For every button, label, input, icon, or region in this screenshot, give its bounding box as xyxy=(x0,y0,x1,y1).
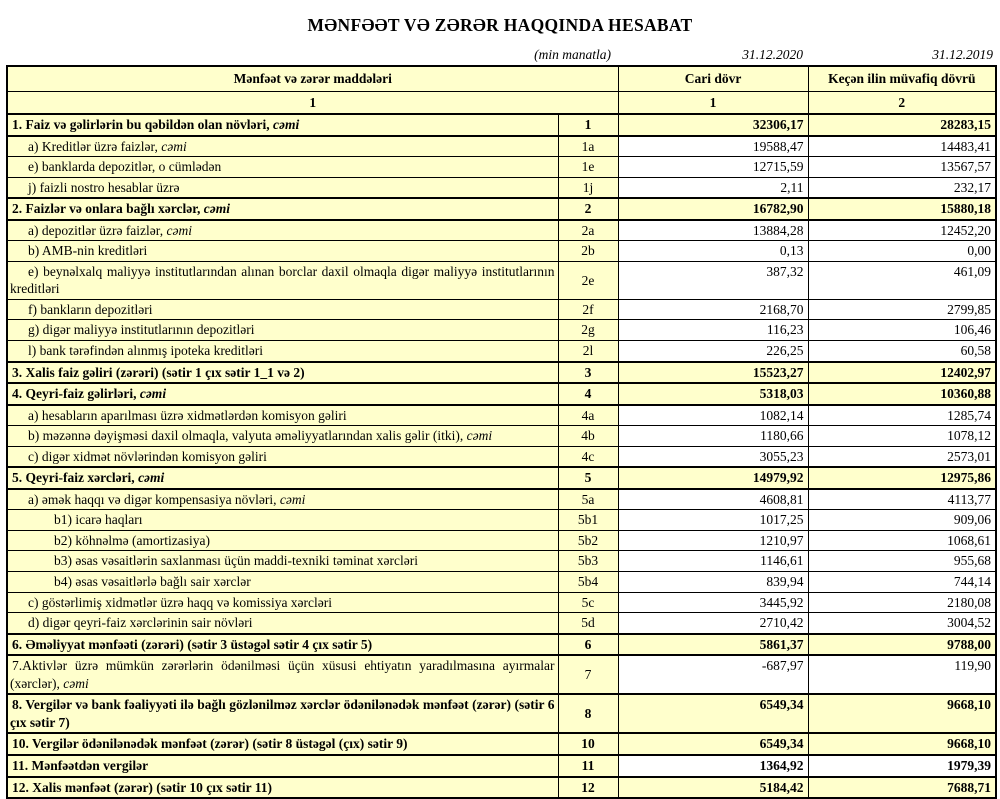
row-label xyxy=(7,362,558,384)
row-label-text: e) beynəlxalq maliyyə institutlarından alınan borclar daxil olmaqla digər maliyyə institutlarının kreditləri xyxy=(10,263,555,297)
row-label-italic-suffix: cəmi xyxy=(139,386,167,402)
value-current: 3055,23 xyxy=(618,446,808,467)
row-code: 12 xyxy=(558,777,618,799)
row-label xyxy=(7,198,558,220)
row-label xyxy=(7,136,558,157)
row-label-text: 10. Vergilər ödənilənədək mənfəət (zərər) (sətir 8 üstəgəl (çıx) sətir 9) xyxy=(12,736,408,752)
row-code: 2f xyxy=(558,299,618,320)
value-current: 1017,25 xyxy=(618,510,808,531)
row-code: 1a xyxy=(558,136,618,157)
table-row xyxy=(7,362,996,384)
row-code: 10 xyxy=(558,733,618,755)
row-label xyxy=(7,510,558,531)
value-current: 0,13 xyxy=(618,241,808,262)
row-code: 2g xyxy=(558,320,618,341)
row-label xyxy=(7,551,558,572)
row-label-text: l) bank tərəfindən alınmış ipoteka kreditləri xyxy=(28,343,264,359)
row-code: 1j xyxy=(558,177,618,198)
value-current: 13884,28 xyxy=(618,220,808,241)
row-label xyxy=(7,405,558,426)
row-label xyxy=(7,530,558,551)
row-label-text: c) digər xidmət növlərindən komisyon gəliri xyxy=(28,448,267,464)
table-row xyxy=(7,634,996,656)
value-previous: 1979,39 xyxy=(808,755,996,777)
row-label-text: j) faizli nostro hesablar üzrə xyxy=(28,179,180,195)
table-row xyxy=(7,551,996,572)
value-current: 15523,27 xyxy=(618,362,808,384)
row-code: 4a xyxy=(558,405,618,426)
table-row xyxy=(7,777,996,799)
table-row xyxy=(7,755,996,777)
row-code: 2a xyxy=(558,220,618,241)
value-current: 2,11 xyxy=(618,177,808,198)
row-label xyxy=(7,489,558,510)
value-current: 6549,34 xyxy=(618,733,808,755)
row-label xyxy=(7,261,558,299)
row-label-italic-suffix: cəmi xyxy=(466,428,493,444)
row-label-italic-suffix: cəmi xyxy=(279,491,306,507)
row-label xyxy=(7,755,558,777)
row-label-text: 6. Əməliyyat mənfəəti (zərəri) (sətir 3 üstəgəl sətir 4 çıx sətir 5) xyxy=(12,636,373,652)
date-previous: 31.12.2019 xyxy=(932,47,993,62)
table-row xyxy=(7,220,996,241)
value-previous: 1285,74 xyxy=(808,405,996,426)
row-label-text: a) əmək haqqı və digər kompensasiya növləri, xyxy=(28,491,280,507)
page-title: MƏNFƏƏT VƏ ZƏRƏR HAQQINDA HESABAT xyxy=(307,15,693,35)
table-row xyxy=(7,530,996,551)
row-code: 2b xyxy=(558,241,618,262)
date-current: 31.12.2020 xyxy=(742,47,803,62)
value-previous: 12452,20 xyxy=(808,220,996,241)
value-current: 226,25 xyxy=(618,341,808,362)
row-label-text: d) digər qeyri-faiz xərclərinin sair növləri xyxy=(28,615,253,631)
profit-loss-table xyxy=(6,65,997,799)
value-current: -687,97 xyxy=(618,655,808,694)
table-row xyxy=(7,467,996,489)
value-current: 387,32 xyxy=(618,261,808,299)
row-code: 5 xyxy=(558,467,618,489)
value-previous: 28283,15 xyxy=(808,114,996,136)
row-code: 5b3 xyxy=(558,551,618,572)
col-num-current: 1 xyxy=(618,92,808,115)
row-label-text: 11. Mənfəətdən vergilər xyxy=(12,757,149,773)
row-code: 5a xyxy=(558,489,618,510)
row-code: 2 xyxy=(558,198,618,220)
table-row xyxy=(7,241,996,262)
value-current: 2168,70 xyxy=(618,299,808,320)
value-previous: 12402,97 xyxy=(808,362,996,384)
row-label xyxy=(7,777,558,799)
row-label xyxy=(7,177,558,198)
value-previous: 9668,10 xyxy=(808,733,996,755)
row-label-text: c) göstərlimiş xidmətlər üzrə haqq və komissiya xərcləri xyxy=(28,594,333,610)
row-label xyxy=(7,220,558,241)
row-label-italic-suffix: cəmi xyxy=(138,470,165,486)
table-row xyxy=(7,592,996,613)
row-label-text: 8. Vergilər və bank fəaliyyəti ilə bağlı gözlənilməz xərclər ödənilənədək mənfəət (zərər) (sətir 6 çıx sətir 7) xyxy=(10,697,555,730)
value-current: 2710,42 xyxy=(618,613,808,634)
row-label xyxy=(7,572,558,593)
row-label xyxy=(7,467,558,489)
value-previous: 2799,85 xyxy=(808,299,996,320)
row-label xyxy=(7,634,558,656)
value-current: 116,23 xyxy=(618,320,808,341)
row-label-text: b) məzənnə dəyişməsi daxil olmaqla, valyuta əməliyyatlarından xalis gəlir (itki), xyxy=(28,428,467,444)
row-label-text: a) depozitlər üzrə faizlər, xyxy=(28,222,167,238)
value-previous: 955,68 xyxy=(808,551,996,572)
header-items: Mənfəət və zərər maddələri xyxy=(7,66,618,92)
row-code: 2e xyxy=(558,261,618,299)
row-label-text: 3. Xalis faiz gəliri (zərəri) (sətir 1 çıx sətir 1_1 və 2) xyxy=(12,364,305,380)
table-row xyxy=(7,655,996,694)
table-row xyxy=(7,572,996,593)
value-previous: 60,58 xyxy=(808,341,996,362)
row-label-italic-suffix: cəmi xyxy=(63,675,89,691)
table-row xyxy=(7,177,996,198)
row-label-text: 7.Aktivlər üzrə mümkün zərərlərin ödənilməsi üçün xüsusi ehtiyatın yaradılmasına ayırmalar (xərclər), xyxy=(10,658,555,691)
row-code: 4 xyxy=(558,383,618,405)
row-label-text: f) bankların depozitləri xyxy=(28,301,153,317)
row-label-text: 1. Faiz və gəlirlərin bu qəbildən olan növləri, xyxy=(12,117,273,132)
value-previous: 461,09 xyxy=(808,261,996,299)
value-current: 839,94 xyxy=(618,572,808,593)
row-label xyxy=(7,613,558,634)
header-previous: Keçən ilin müvafiq dövrü xyxy=(808,66,996,92)
row-label xyxy=(7,114,558,136)
column-number-row xyxy=(7,92,996,115)
row-label-text: a) hesabların aparılması üzrə xidmətlərdən komisyon gəliri xyxy=(28,407,347,423)
row-label-text: 5. Qeyri-faiz xərcləri, xyxy=(12,470,139,486)
row-label-text: b1) icarə haqları xyxy=(54,512,143,528)
row-label xyxy=(7,446,558,467)
table-row xyxy=(7,136,996,157)
value-previous: 744,14 xyxy=(808,572,996,593)
value-current: 5318,03 xyxy=(618,383,808,405)
row-label-italic-suffix: cəmi xyxy=(166,222,192,238)
value-current: 1364,92 xyxy=(618,755,808,777)
row-code: 5c xyxy=(558,592,618,613)
value-current: 1210,97 xyxy=(618,530,808,551)
value-current: 14979,92 xyxy=(618,467,808,489)
value-current: 1180,66 xyxy=(618,426,808,447)
value-current: 16782,90 xyxy=(618,198,808,220)
table-row xyxy=(7,613,996,634)
row-code: 4b xyxy=(558,426,618,447)
value-previous: 232,17 xyxy=(808,177,996,198)
value-previous: 2180,08 xyxy=(808,592,996,613)
row-label-text: b2) köhnəlmə (amortizasiya) xyxy=(54,532,210,548)
row-code: 5b2 xyxy=(558,530,618,551)
value-current: 6549,34 xyxy=(618,694,808,733)
row-label-italic-suffix: cəmi xyxy=(203,201,230,217)
value-previous: 9668,10 xyxy=(808,694,996,733)
value-previous: 106,46 xyxy=(808,320,996,341)
row-label-italic-suffix: cəmi xyxy=(273,117,300,132)
value-previous: 2573,01 xyxy=(808,446,996,467)
header-row xyxy=(7,66,996,92)
row-label-text: e) banklarda depozitlər, o cümlədən xyxy=(28,159,222,175)
value-previous: 3004,52 xyxy=(808,613,996,634)
row-code: 5b4 xyxy=(558,572,618,593)
value-current: 5184,42 xyxy=(618,777,808,799)
value-previous: 4113,77 xyxy=(808,489,996,510)
unit-note: (min manatla) xyxy=(534,47,611,62)
row-code: 1e xyxy=(558,157,618,178)
row-label xyxy=(7,733,558,755)
value-previous: 13567,57 xyxy=(808,157,996,178)
value-previous: 9788,00 xyxy=(808,634,996,656)
table-row xyxy=(7,198,996,220)
row-code: 4c xyxy=(558,446,618,467)
value-previous: 119,90 xyxy=(808,655,996,694)
row-label xyxy=(7,299,558,320)
table-row xyxy=(7,383,996,405)
value-current: 19588,47 xyxy=(618,136,808,157)
value-previous: 7688,71 xyxy=(808,777,996,799)
row-code: 3 xyxy=(558,362,618,384)
row-label-text: b3) əsas vəsaitlərin saxlanması üçün maddi-texniki təminat xərcləri xyxy=(54,553,419,569)
row-code: 11 xyxy=(558,755,618,777)
table-row xyxy=(7,733,996,755)
row-label xyxy=(7,383,558,405)
row-label-text: b) AMB-nin kreditləri xyxy=(28,243,148,259)
row-label xyxy=(7,426,558,447)
value-previous: 909,06 xyxy=(808,510,996,531)
table-row xyxy=(7,446,996,467)
table-row xyxy=(7,426,996,447)
value-previous: 12975,86 xyxy=(808,467,996,489)
value-current: 32306,17 xyxy=(618,114,808,136)
table-row xyxy=(7,694,996,733)
row-label-text: 12. Xalis mənfəət (zərər) (sətir 10 çıx sətir 11) xyxy=(12,779,273,795)
row-label xyxy=(7,592,558,613)
row-code: 2l xyxy=(558,341,618,362)
col-num-items: 1 xyxy=(7,92,618,115)
header-current: Cari dövr xyxy=(618,66,808,92)
value-previous: 1078,12 xyxy=(808,426,996,447)
value-current: 1082,14 xyxy=(618,405,808,426)
row-label xyxy=(7,157,558,178)
value-previous: 15880,18 xyxy=(808,198,996,220)
table-row xyxy=(7,114,996,136)
value-previous: 14483,41 xyxy=(808,136,996,157)
row-code: 7 xyxy=(558,655,618,694)
table-row xyxy=(7,157,996,178)
row-label-text: 4. Qeyri-faiz gəlirləri, xyxy=(12,386,140,402)
row-label-text: g) digər maliyyə institutlarının depozitləri xyxy=(28,322,255,338)
report-table-body xyxy=(7,66,996,798)
value-current: 1146,61 xyxy=(618,551,808,572)
table-row xyxy=(7,341,996,362)
value-previous: 10360,88 xyxy=(808,383,996,405)
row-label-text: 2. Faizlər və onlara bağlı xərclər, xyxy=(12,201,204,217)
row-code: 5d xyxy=(558,613,618,634)
value-previous: 1068,61 xyxy=(808,530,996,551)
table-row xyxy=(7,489,996,510)
row-label xyxy=(7,655,558,694)
row-label xyxy=(7,694,558,733)
table-row xyxy=(7,405,996,426)
row-label-text: b4) əsas vəsaitlərlə bağlı sair xərclər xyxy=(54,574,251,590)
value-current: 12715,59 xyxy=(618,157,808,178)
row-code: 1 xyxy=(558,114,618,136)
row-code: 6 xyxy=(558,634,618,656)
table-row xyxy=(7,320,996,341)
table-row xyxy=(7,261,996,299)
row-label xyxy=(7,241,558,262)
value-current: 3445,92 xyxy=(618,592,808,613)
row-label xyxy=(7,341,558,362)
value-current: 4608,81 xyxy=(618,489,808,510)
row-label xyxy=(7,320,558,341)
row-code: 5b1 xyxy=(558,510,618,531)
row-label-italic-suffix: cəmi xyxy=(161,138,187,154)
value-previous: 0,00 xyxy=(808,241,996,262)
row-code: 8 xyxy=(558,694,618,733)
subtitle-row xyxy=(6,47,995,63)
row-label-text: a) Kreditlər üzrə faizlər, xyxy=(28,138,162,154)
table-row xyxy=(7,299,996,320)
table-row xyxy=(7,510,996,531)
col-num-previous: 2 xyxy=(808,92,996,115)
value-current: 5861,37 xyxy=(618,634,808,656)
